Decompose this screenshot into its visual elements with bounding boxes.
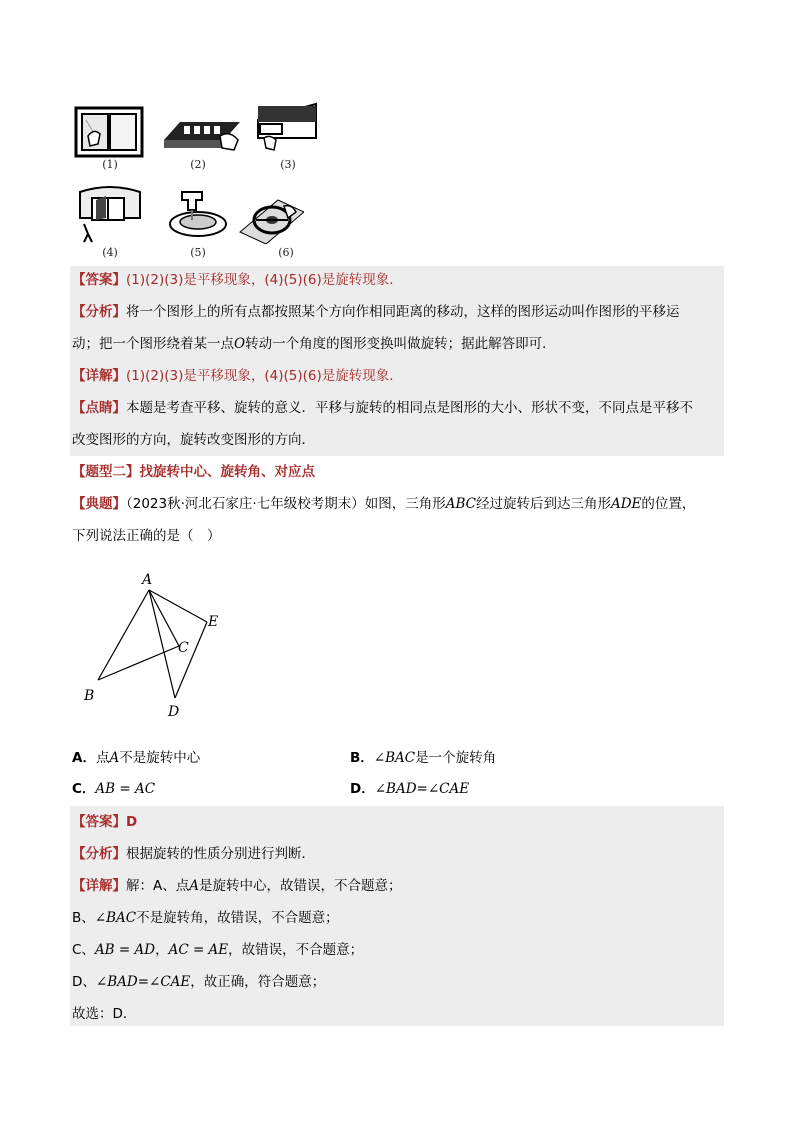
abacus-image xyxy=(160,110,244,158)
detail2-l2b: 不是旋转角，故错误，不合题意； xyxy=(136,910,339,926)
triangle-abc: ABC xyxy=(445,496,476,512)
option-a-letter: A． xyxy=(72,750,96,766)
answer-part1: (1)(2)(3) xyxy=(126,272,184,288)
detail-line-3 xyxy=(72,908,339,928)
swing-window-image xyxy=(76,184,144,244)
detail-part2: (4)(5)(6) xyxy=(264,368,322,384)
comment-text-1: 本题是考查平移、旋转的意义．平移与旋转的相同点是图形的大小、形状不变，不同点是平移不 xyxy=(126,400,693,416)
comment-tag: 【点睛】 xyxy=(72,400,126,416)
detail-text1: 是平移现象， xyxy=(183,368,265,384)
answer-part2: (4)(5)(6) xyxy=(264,272,322,288)
detail2-l3b: ，故错误，不合题意； xyxy=(228,942,364,958)
option-c-math: AB = AC xyxy=(95,781,156,797)
segment-ad xyxy=(149,590,175,698)
faucet-image xyxy=(164,182,230,244)
label-a: A xyxy=(142,572,153,588)
detail2-l3m1: AB = AD xyxy=(94,942,156,958)
analysis-line-2 xyxy=(72,334,556,354)
analysis-line-3 xyxy=(72,844,315,864)
section-title: 【题型二】找旋转中心、旋转角、对应点 xyxy=(72,464,315,480)
detail2-l3m2: AC = AE xyxy=(168,942,229,958)
detail-line-4 xyxy=(72,940,363,960)
analysis-text-1: 将一个图形上的所有点都按照某个方向作相同距离的移动，这样的图形运动叫作图形的平移运 xyxy=(126,304,680,320)
example-line-1 xyxy=(72,494,695,514)
detail2-l4a: D、 xyxy=(72,974,96,990)
drawer-image xyxy=(254,100,322,158)
detail2-l4b: ，故正确，符合题意； xyxy=(190,974,326,990)
option-d[interactable] xyxy=(350,779,469,799)
detail2-tag: 【详解】 xyxy=(72,878,126,894)
sliding-window-image xyxy=(74,106,144,158)
analysis-text-2a: 动；把一个图形绕着某一点 xyxy=(72,336,234,352)
caption-6: (6) xyxy=(278,246,294,259)
option-b[interactable] xyxy=(350,748,496,768)
option-b-letter: B． xyxy=(350,750,374,766)
segment-de xyxy=(175,622,207,698)
answer-text1: 是平移现象， xyxy=(183,272,265,288)
example-mid: 经过旋转后到达三角形 xyxy=(475,496,611,512)
detail-line-5 xyxy=(72,972,325,992)
example-tag: 【典题】 xyxy=(72,496,126,512)
option-d-letter: D． xyxy=(350,781,375,797)
detail-line-2 xyxy=(72,876,402,896)
option-b-math: ∠BAC xyxy=(373,750,416,766)
picture-grid xyxy=(72,98,322,268)
answer-line-2 xyxy=(72,812,137,832)
detail-line-6: 故选：D． xyxy=(72,1006,137,1022)
answer-text2: 是旋转现象． xyxy=(321,272,403,288)
caption-4: (4) xyxy=(102,246,118,259)
detail-text2: 是旋转现象． xyxy=(321,368,403,384)
caption-2: (2) xyxy=(190,158,206,171)
analysis-tag: 【分析】 xyxy=(72,304,126,320)
detail-part1: (1)(2)(3) xyxy=(126,368,184,384)
solution-block-1 xyxy=(70,266,724,456)
detail2-l1b: 是旋转中心，故错误，不合题意； xyxy=(199,878,402,894)
caption-1: (1) xyxy=(102,158,118,171)
example-line-2: 下列说法正确的是（ ） xyxy=(72,528,221,544)
option-a-post: 不是旋转中心 xyxy=(119,750,201,766)
segment-ab xyxy=(98,590,149,680)
option-c[interactable] xyxy=(72,779,155,799)
answer-line-1 xyxy=(72,270,403,290)
option-a-math: A xyxy=(109,750,120,766)
steering-wheel-image xyxy=(238,192,304,244)
example-end: 的位置， xyxy=(641,496,696,512)
point-o: O xyxy=(234,336,246,352)
detail2-l3sep: ， xyxy=(155,942,169,958)
detail2-l1a: 解：A、点 xyxy=(126,878,190,894)
example-source: （2023秋·河北石家庄·七年级校考期末）如图，三角形 xyxy=(126,496,446,512)
caption-5: (5) xyxy=(190,246,206,259)
option-b-post: 是一个旋转角 xyxy=(415,750,497,766)
option-a-pre: 点 xyxy=(95,750,110,766)
detail2-l4m: ∠BAD=∠CAE xyxy=(95,974,191,990)
triangle-ade: ADE xyxy=(610,496,642,512)
comment-line-1 xyxy=(72,398,693,418)
option-a[interactable] xyxy=(72,748,200,768)
label-d: D xyxy=(168,704,180,720)
option-d-math: ∠BAD=∠CAE xyxy=(374,781,470,797)
detail-line-1 xyxy=(72,366,403,386)
answer2-tag: 【答案】 xyxy=(72,814,126,830)
label-b: B xyxy=(84,688,95,704)
detail2-l2m: ∠BAC xyxy=(94,910,137,926)
detail2-l3a: C、 xyxy=(72,942,95,958)
label-e: E xyxy=(208,614,219,630)
caption-3: (3) xyxy=(280,158,296,171)
analysis2-tag: 【分析】 xyxy=(72,846,126,862)
analysis2-text: 根据旋转的性质分别进行判断． xyxy=(126,846,315,862)
geometry-figure xyxy=(80,568,240,724)
answer-tag: 【答案】 xyxy=(72,272,126,288)
label-c: C xyxy=(178,640,189,656)
analysis-line-1 xyxy=(72,302,680,322)
detail2-l2a: B、 xyxy=(72,910,95,926)
analysis-text-2b: 转动一个角度的图形变换叫做旋转；据此解答即可． xyxy=(245,336,556,352)
detail2-l1m: A xyxy=(189,878,199,894)
answer2-value: D xyxy=(126,814,138,830)
comment-line-2 xyxy=(72,430,315,450)
comment-text-2: 改变图形的方向，旋转改变图形的方向． xyxy=(72,432,315,448)
option-c-letter: C． xyxy=(72,781,96,797)
detail-tag: 【详解】 xyxy=(72,368,126,384)
